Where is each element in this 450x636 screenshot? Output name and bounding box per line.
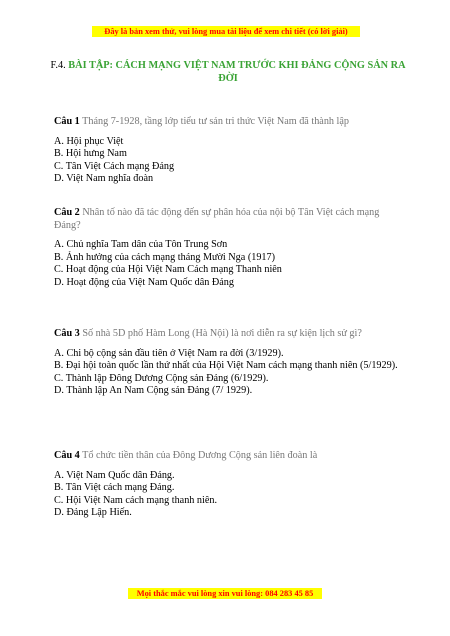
option-d: D. Thành lập An Nam Cộng sản Đảng (7/ 1929). <box>54 385 253 396</box>
question-number: Câu 1 <box>54 116 80 127</box>
question-number: Câu 2 <box>54 207 80 218</box>
option-c: C. Thành lập Đông Dương Cộng sản Đảng (6/1929). <box>54 372 269 384</box>
question-3 <box>54 328 404 398</box>
preview-notice-banner: Đây là bản xem thử, vui lòng mua tài liệu để xem chi tiết (có lời giải) <box>92 26 360 37</box>
question-text: Tổ chức tiền thân của Đông Dương Cộng sản liên đoàn là <box>82 450 318 461</box>
option-a: A. Hội phục Việt <box>54 135 124 147</box>
question-stem <box>54 207 404 232</box>
option-a: A. Chi bộ cộng sản đầu tiên ở Việt Nam ra đời (3/1929). <box>54 347 284 359</box>
option-b: B. Đại hội toàn quốc lần thứ nhất của Hội Việt Nam cách mạng thanh niên (5/1929). <box>54 360 398 371</box>
option-list <box>54 470 404 520</box>
option-d: D. Đảng Lập Hiến. <box>54 507 132 518</box>
contact-footer: Mọi thắc mắc vui lòng xin vui lòng: 084 283 45 85 <box>128 588 322 599</box>
option-b: B. Ảnh hưởng của cách mạng tháng Mười Nga (1917) <box>54 251 275 263</box>
question-number: Câu 4 <box>54 450 80 461</box>
option-list <box>54 348 404 398</box>
option-d: D. Việt Nam nghĩa đoàn <box>54 173 154 184</box>
question-stem <box>54 328 404 341</box>
option-b: B. Hội hưng Nam <box>54 148 127 159</box>
option-a: A. Việt Nam Quốc dân Đảng. <box>54 469 175 481</box>
question-stem <box>54 450 404 463</box>
question-1 <box>54 116 404 186</box>
option-c: C. Hoạt động của Hội Việt Nam Cách mạng Thanh niên <box>54 264 282 275</box>
option-c: C. Hội Việt Nam cách mạng thanh niên. <box>54 494 218 506</box>
option-list <box>54 136 404 186</box>
question-text: Tháng 7-1928, tầng lớp tiểu tư sản tri thức Việt Nam đã thành lập <box>82 116 350 127</box>
title-text: BÀI TẬP: CÁCH MẠNG VIỆT NAM TRƯỚC KHI ĐẢNG CỘNG SẢN RA ĐỜI <box>68 60 406 84</box>
question-number: Câu 3 <box>54 328 80 339</box>
section-code: F.4. <box>50 60 66 71</box>
option-b: B. Tân Việt cách mạng Đảng. <box>54 482 175 493</box>
document-title <box>50 59 406 85</box>
question-stem <box>54 116 404 129</box>
question-4 <box>54 450 404 520</box>
option-c: C. Tân Việt Cách mạng Đảng <box>54 160 175 172</box>
option-d: D. Hoạt động của Việt Nam Quốc dân Đảng <box>54 276 234 288</box>
option-list <box>54 239 404 289</box>
question-text: Nhân tố nào đã tác động đến sự phân hóa của nội bộ Tân Việt cách mạng Đảng? <box>54 207 380 231</box>
option-a: A. Chủ nghĩa Tam dân của Tôn Trung Sơn <box>54 239 228 250</box>
question-2 <box>54 207 404 289</box>
question-text: Số nhà 5D phố Hàm Long (Hà Nội) là nơi diễn ra sự kiện lịch sử gì? <box>82 328 362 339</box>
